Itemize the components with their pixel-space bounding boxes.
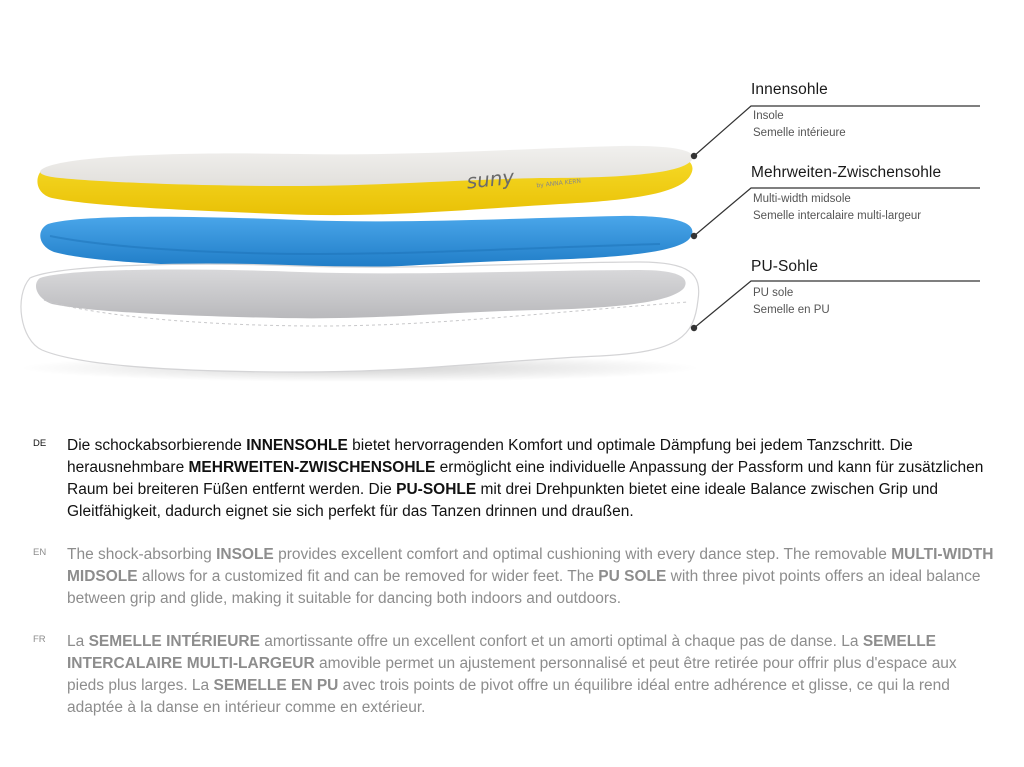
language-tag-de: DE <box>33 438 47 449</box>
insole-layer <box>37 146 693 215</box>
language-tag-en: EN <box>33 547 47 558</box>
pu-sole-layer <box>20 262 700 382</box>
highlight-term: MULTI-WIDTH MIDSOLE <box>67 546 994 585</box>
callout-sub-fr: Semelle en PU <box>753 304 830 316</box>
description-fr: La SEMELLE INTÉRIEURE amortissante offre un excellent confort et un amorti optimal à chaque pas de danse. La SEMELLE INTERCALAIRE MULTI-LARGEUR amovible permet un ajustement personnalisé et peut être retirée pour offrir plus d'espace aux pieds plus larges. La SEMELLE EN PU avec trois points de pivot offre un équilibre idéal entre adhérence et glisse, ce qui la rend adaptée à la danse en intérieur comme en extérieur. <box>67 633 957 716</box>
description-en: The shock-absorbing INSOLE provides excellent comfort and optimal cushioning with every dance step. The removable MULTI-WIDTH MIDSOLE allows for a customized fit and can be removed for wider feet. The PU SOLE with three pivot points offers an ideal balance between grip and glide, making it suitable for dancing both indoors and outdoors. <box>67 546 994 607</box>
callout-title: Innensohle <box>751 81 828 98</box>
language-tag-fr: FR <box>33 634 46 645</box>
callout-sub-en: Multi-width midsole <box>753 193 851 205</box>
highlight-term: INSOLE <box>216 546 274 563</box>
callout-sub-fr: Semelle intérieure <box>753 127 846 139</box>
description-de: Die schockabsorbierende INNENSOHLE bietet hervorragenden Komfort und optimale Dämpfung bei jedem Tanzschritt. Die herausnehmbare MEHRWEITEN-ZWISCHENSOHLE ermöglicht eine individuelle Anpassung der Passform und kann für zusätzlichen Raum bei breiteren Füßen entfernt werden. Die PU-SOHLE mit drei Drehpunkten bietet eine ideale Balance zwischen Grip und Gleitfähigkeit, dadurch eignet sie sich perfekt für das Tanzen drinnen und draußen. <box>67 437 984 520</box>
midsole-shape <box>40 216 692 268</box>
callout-title: PU-Sohle <box>751 258 819 275</box>
callout-pu-sohle <box>751 258 830 319</box>
svg-text:suny: suny <box>465 164 516 194</box>
midsole-layer <box>40 216 692 268</box>
highlight-term: PU SOLE <box>598 568 667 585</box>
callout-sub-en: PU sole <box>753 287 794 299</box>
highlight-term: SEMELLE EN PU <box>213 677 339 694</box>
highlight-term: SEMELLE INTERCALAIRE MULTI-LARGEUR <box>67 633 937 672</box>
svg-text:by ANNA KERN: by ANNA KERN <box>536 177 582 190</box>
callout-mehrweiten-zwischensohle <box>751 164 941 225</box>
callout-sub-fr: Semelle intercalaire multi-largeur <box>753 210 922 222</box>
highlight-term: SEMELLE INTÉRIEURE <box>88 633 260 650</box>
highlight-term: INNENSOHLE <box>246 437 348 454</box>
highlight-term: PU-SOHLE <box>396 481 477 498</box>
highlight-term: MEHRWEITEN-ZWISCHENSOHLE <box>188 459 436 476</box>
callout-innensohle <box>751 81 846 142</box>
callout-sub-en: Insole <box>753 110 784 122</box>
callout-title: Mehrweiten-Zwischensohle <box>751 164 942 181</box>
